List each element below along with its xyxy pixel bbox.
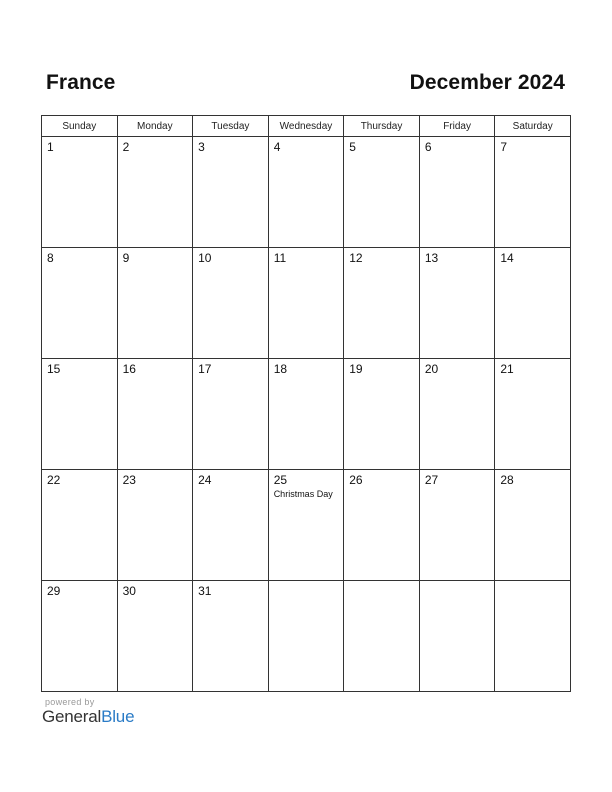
- day-number: 13: [424, 251, 439, 265]
- day-cell: [117, 581, 193, 692]
- day-number: [269, 581, 344, 584]
- day-number: 24: [198, 473, 212, 487]
- month-title: December 2024: [409, 71, 565, 94]
- day-number: 10: [198, 251, 212, 265]
- day-cell: [344, 470, 420, 581]
- day-cell: [117, 359, 193, 470]
- weekday-header-monday: Monday: [117, 116, 193, 137]
- day-number: 23: [122, 473, 136, 487]
- day-number: 19: [349, 362, 363, 376]
- logo-general-text: General: [42, 707, 102, 726]
- day-number: 16: [122, 362, 136, 376]
- day-number: 1: [47, 140, 54, 154]
- day-number: 31: [198, 584, 212, 598]
- day-number: 14: [500, 251, 514, 265]
- day-number: 2: [122, 140, 130, 154]
- day-cell: [344, 581, 420, 692]
- day-number: 7: [500, 140, 508, 154]
- day-cell: [419, 470, 495, 581]
- day-cell: [344, 359, 420, 470]
- day-cell: [495, 359, 571, 470]
- day-cell: [42, 359, 118, 470]
- weekday-header-tuesday: Tuesday: [193, 116, 269, 137]
- day-cell: [117, 137, 193, 248]
- day-cell: [268, 137, 344, 248]
- day-cell: [117, 470, 193, 581]
- day-number: 27: [424, 473, 439, 487]
- day-number: 4: [273, 140, 281, 154]
- day-number: [344, 581, 419, 584]
- week-row: [42, 248, 571, 359]
- country-title: France: [46, 71, 116, 94]
- day-number: 28: [500, 473, 514, 487]
- day-number: [420, 581, 495, 584]
- day-cell: [193, 581, 269, 692]
- day-number: 8: [47, 251, 54, 265]
- day-cell: [193, 248, 269, 359]
- day-number: 9: [122, 251, 130, 265]
- day-cell: [419, 359, 495, 470]
- day-number: 18: [273, 362, 288, 376]
- day-cell: [495, 248, 571, 359]
- day-cell: [495, 470, 571, 581]
- day-number: 29: [47, 584, 61, 598]
- day-number: 12: [349, 251, 363, 265]
- day-cell: [193, 137, 269, 248]
- day-number: 6: [424, 140, 432, 154]
- day-number: 3: [198, 140, 205, 154]
- day-cell: [268, 359, 344, 470]
- day-cell: [42, 248, 118, 359]
- day-number: 20: [424, 362, 439, 376]
- week-row: [42, 470, 571, 581]
- day-cell: [268, 470, 344, 581]
- weekday-header-friday: Friday: [419, 116, 495, 137]
- day-number: 15: [47, 362, 61, 376]
- day-cell: [42, 470, 118, 581]
- weekday-header-sunday: Sunday: [42, 116, 118, 137]
- weekday-header-wednesday: Wednesday: [268, 116, 344, 137]
- day-number: 22: [47, 473, 61, 487]
- generalblue-logo: [42, 707, 134, 727]
- logo-blue-text: Blue: [101, 707, 135, 726]
- day-cell: [495, 137, 571, 248]
- calendar-grid: [41, 115, 571, 692]
- week-row: [42, 359, 571, 470]
- weekday-header-saturday: Saturday: [495, 116, 571, 137]
- day-number: 25: [273, 473, 288, 487]
- day-cell: [117, 248, 193, 359]
- day-number: 26: [349, 473, 363, 487]
- day-cell: [193, 470, 269, 581]
- day-cell: [42, 581, 118, 692]
- day-number: [495, 581, 570, 584]
- day-number: 11: [273, 251, 287, 265]
- day-number: 5: [349, 140, 356, 154]
- day-number: 30: [122, 584, 136, 598]
- day-number: 17: [198, 362, 212, 376]
- day-cell: [193, 359, 269, 470]
- powered-by-text: powered by: [45, 697, 95, 707]
- week-row: [42, 137, 571, 248]
- day-cell: [344, 248, 420, 359]
- day-cell: [268, 248, 344, 359]
- day-cell: [419, 137, 495, 248]
- day-cell: [268, 581, 344, 692]
- holiday-label: Christmas Day: [273, 489, 333, 499]
- day-cell: [42, 137, 118, 248]
- weekday-header-row: [42, 116, 571, 137]
- week-row: [42, 581, 571, 692]
- day-number: 21: [500, 362, 514, 376]
- day-cell: [344, 137, 420, 248]
- day-cell: [419, 248, 495, 359]
- day-cell: [495, 581, 571, 692]
- day-cell: [419, 581, 495, 692]
- weekday-header-thursday: Thursday: [344, 116, 420, 137]
